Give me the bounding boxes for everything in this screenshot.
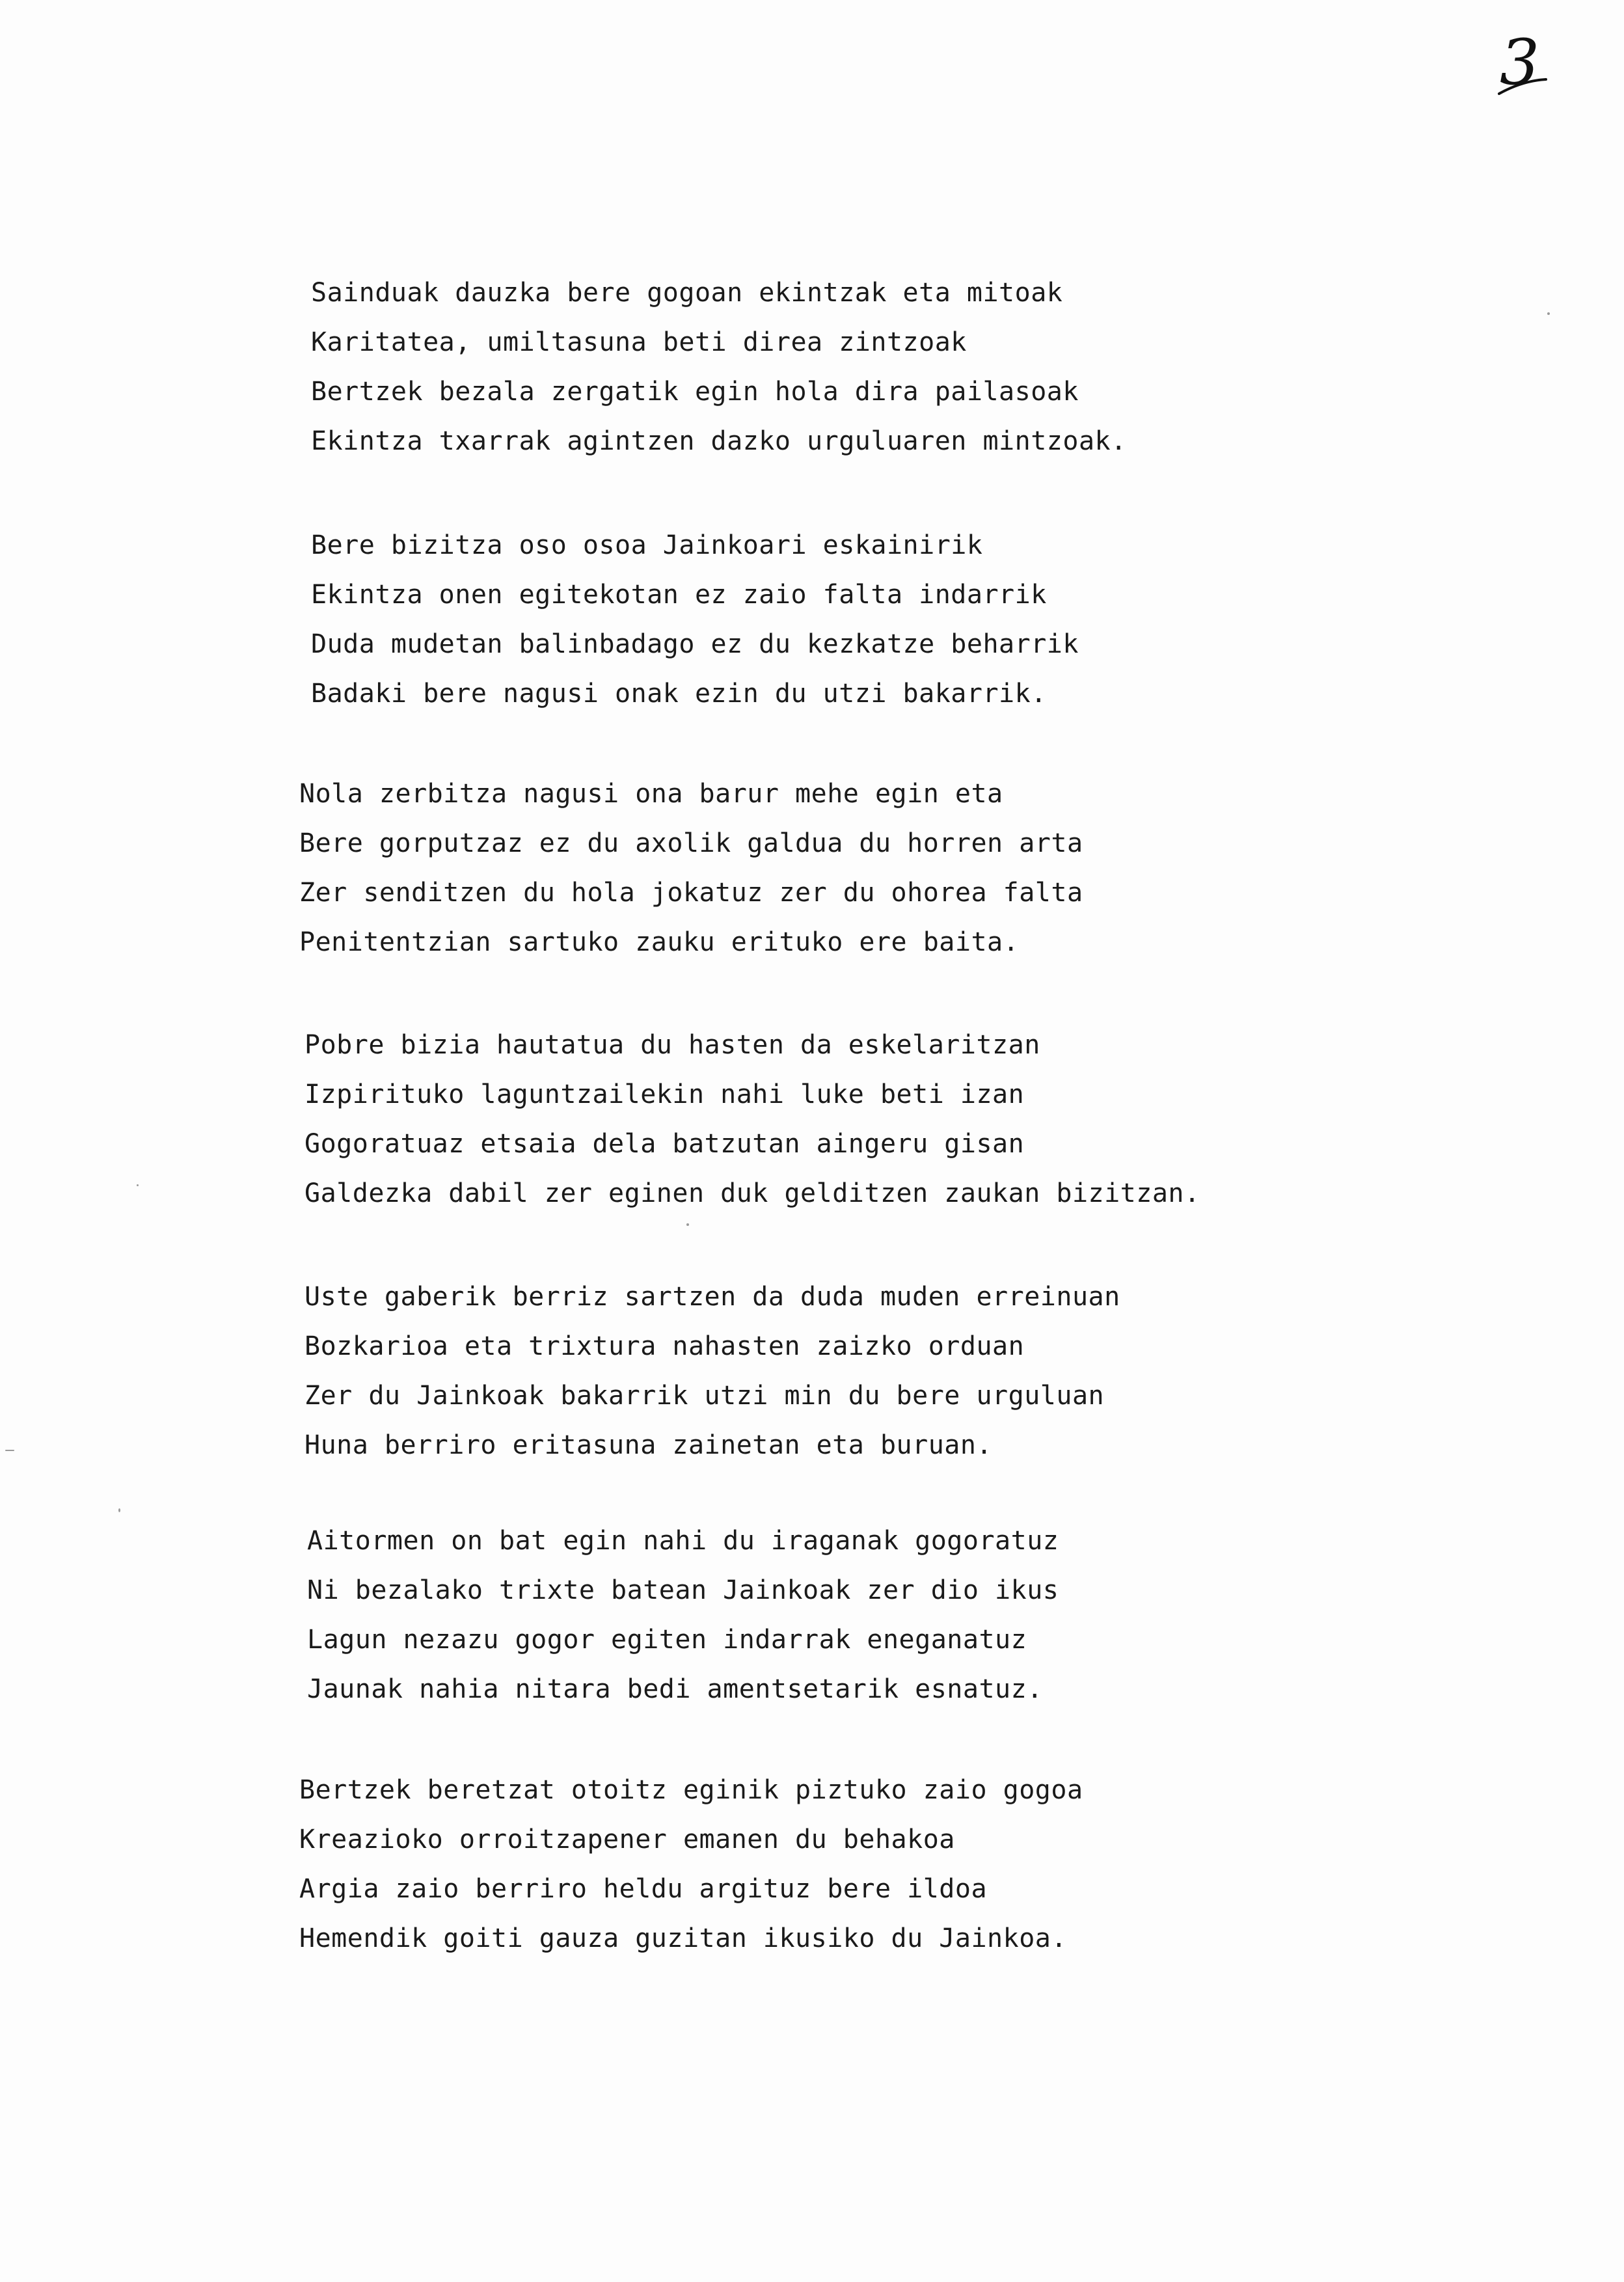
poem-line: Bere gorputzaz ez du axolik galdua du horren arta — [299, 828, 1083, 858]
paper-speck — [118, 1508, 120, 1512]
poem-line: Lagun nezazu gogor egiten indarrak eneganatuz — [307, 1625, 1027, 1655]
poem-line: Aitormen on bat egin nahi du iraganak gogoratuz — [307, 1526, 1059, 1556]
paper-speck — [686, 1223, 689, 1226]
poem-line: Izpirituko laguntzailekin nahi luke beti izan — [304, 1080, 1025, 1109]
poem-line: Nola zerbitza nagusi ona barur mehe egin eta — [299, 779, 1003, 809]
poem-line: Hemendik goiti gauza guzitan ikusiko du Jainkoa. — [299, 1923, 1067, 1953]
poem-line: Huna berriro eritasuna zainetan eta buruan. — [304, 1430, 993, 1460]
stanza-5 — [304, 1272, 1120, 1470]
poem-line: Penitentzian sartuko zauku erituko ere baita. — [299, 927, 1020, 957]
poem-line: Galdezka dabil zer eginen duk gelditzen zaukan bizitzan. — [304, 1178, 1200, 1208]
stanza-3 — [299, 769, 1083, 967]
poem-line: Pobre bizia hautatua du hasten da eskelaritzan — [304, 1030, 1040, 1060]
poem-line: Zer senditzen du hola jokatuz zer du ohorea falta — [299, 878, 1083, 908]
poem-line: Ni bezalako trixte batean Jainkoak zer dio ikus — [307, 1575, 1059, 1605]
poem-line: Jaunak nahia nitara bedi amentsetarik esnatuz. — [307, 1674, 1043, 1704]
poem-line: Duda mudetan balinbadago ez du kezkatze beharrik — [311, 629, 1079, 659]
paper-speck — [1547, 312, 1550, 315]
poem-line: Gogoratuaz etsaia dela batzutan aingeru gisan — [304, 1129, 1025, 1159]
poem-line: Argia zaio berriro heldu argituz bere ildoa — [299, 1874, 988, 1904]
poem-line: Karitatea, umiltasuna beti direa zintzoak — [311, 327, 967, 357]
poem-line: Zer du Jainkoak bakarrik utzi min du bere urguluan — [304, 1381, 1105, 1411]
poem-line: Kreazioko orroitzapener emanen du behakoa — [299, 1825, 955, 1854]
poem-line: Uste gaberik berriz sartzen da duda muden erreinuan — [304, 1282, 1120, 1312]
poem-line: Bertzek beretzat otoitz eginik piztuko zaio gogoa — [299, 1775, 1083, 1805]
stanza-7 — [299, 1765, 1083, 1963]
paper-speck — [5, 1450, 14, 1451]
stanza-4 — [304, 1020, 1200, 1218]
poem-line: Bere bizitza oso osoa Jainkoari eskainirik — [311, 530, 983, 560]
poem-line: Bertzek bezala zergatik egin hola dira pailasoak — [311, 377, 1079, 407]
poem-line: Badaki bere nagusi onak ezin du utzi bakarrik. — [311, 679, 1047, 709]
poem-line: Ekintza onen egitekotan ez zaio falta indarrik — [311, 580, 1047, 610]
poem-line: Sainduak dauzka bere gogoan ekintzak eta mitoak — [311, 278, 1063, 308]
paper-speck — [137, 1184, 139, 1186]
page-number: 3 — [1500, 26, 1540, 99]
stanza-1 — [311, 268, 1127, 466]
stanza-6 — [307, 1516, 1059, 1714]
poem-line: Bozkarioa eta trixtura nahasten zaizko orduan — [304, 1331, 1025, 1361]
stanza-2 — [311, 521, 1079, 718]
poem-line: Ekintza txarrak agintzen dazko urguluaren mintzoak. — [311, 426, 1127, 456]
